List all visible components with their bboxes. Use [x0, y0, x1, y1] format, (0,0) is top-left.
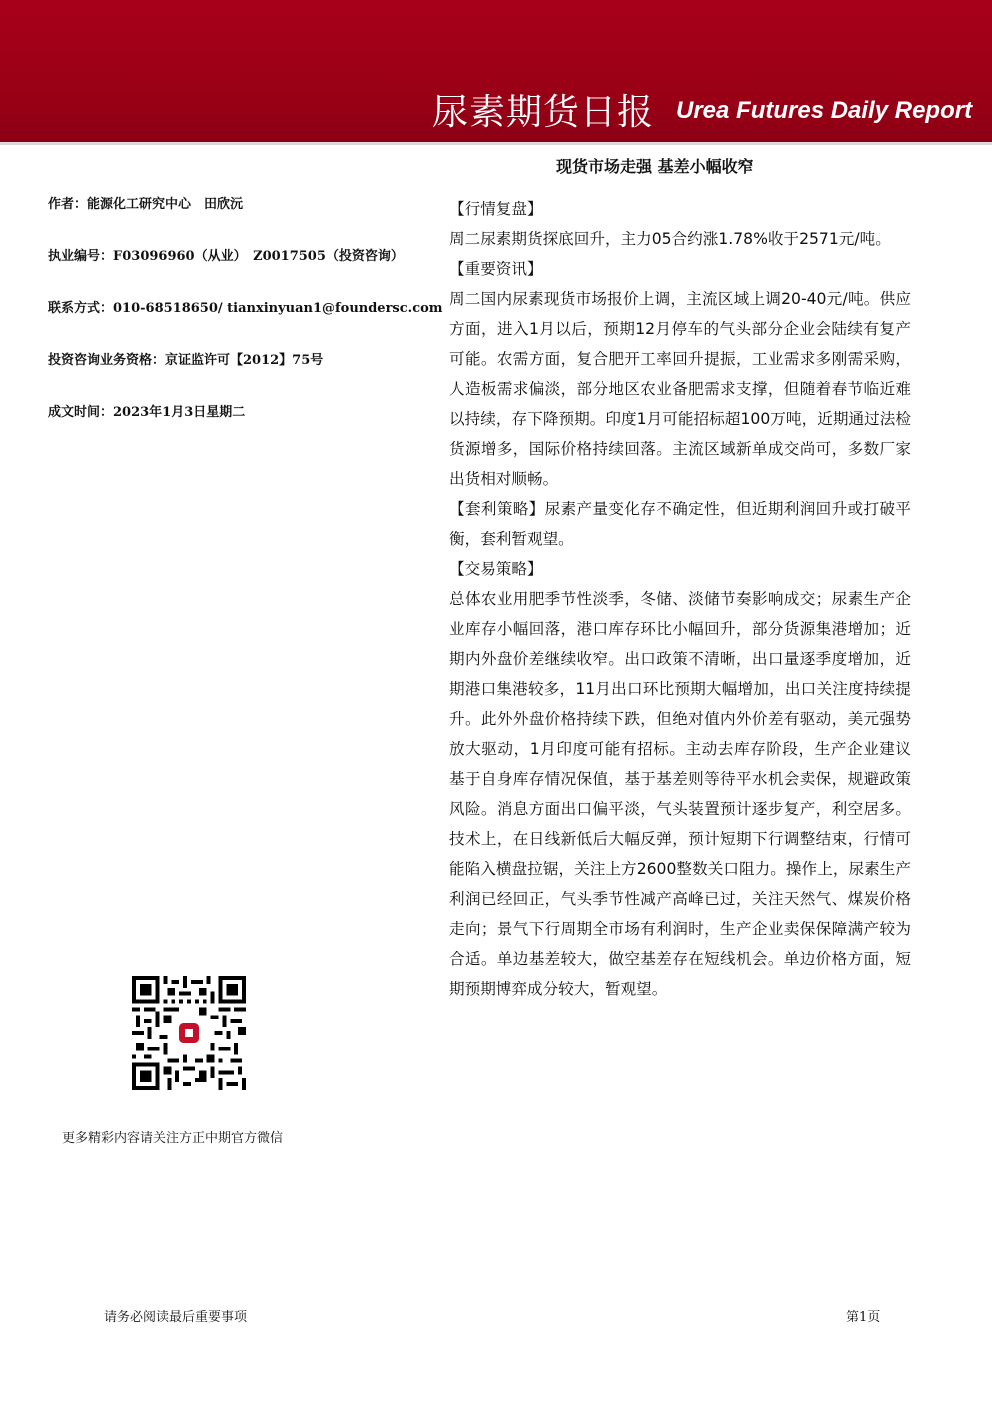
contact-line: 联系方式：010-68518650/ tianxinyuan1@foundersc.com	[48, 301, 443, 316]
report-title-cn: 尿素期货日报	[432, 92, 655, 133]
page-number: 第1页	[846, 1310, 881, 1325]
header-divider	[0, 142, 992, 145]
section-title-news: 【重要资讯】	[449, 260, 543, 278]
section-title-arbitrage: 【套利策略】	[449, 500, 545, 518]
qr-code-icon	[132, 976, 246, 1090]
date-line: 成文时间：2023年1月3日星期二	[48, 405, 246, 420]
section-text-trading: 总体农业用肥季节性淡季，冬储、淡储节奏影响成交；尿素生产企业库存小幅回落，港口库存环比小幅回升，部分货源集港增加；近期内外盘价差继续收窄。出口政策不清晰，出口量逐季度增加，近期港口集港较多，11月出口环比预期大幅增加，出口关注度持续提升。此外外盘价格持续下跌，但绝对值内外价差有驱动，美元强势放大驱动，1月印度可能有招标。主动去库存阶段，生产企业建议基于自身库存情况保值，基于基差则等待平水机会卖保，规避政策风险。消息方面出口偏平淡，气头装置预计逐步复产，利空居多。技术上，在日线新低后大幅反弹，预计短期下行调整结束，行情可能陷入横盘拉锯，关注上方2600整数关口阻力。操作上，尿素生产利润已经回正，气头季节性减产高峰已过，关注天然气、煤炭价格走向；景气下行周期全市场有利润时，生产企业卖保保障满产较为合适。单边基差较大，做空基差存在短线机会。单边价格方面，短期预期博弈成分较大，暂观望。	[449, 590, 911, 998]
section-text-news: 周二国内尿素现货市场报价上调，主流区域上调20-40元/吨。供应方面，进入1月以后，预期12月停车的气头部分企业会陆续有复产可能。农需方面，复合肥开工率回升提振，工业需求多刚需采购，人造板需求偏淡，部分地区农业备肥需求支撑，但随着春节临近难以持续，存下降预期。印度1月可能招标超100万吨，近期通过法检货源增多，国际价格持续回落。主流区域新单成交尚可，多数厂家出货相对顺畅。	[449, 290, 911, 488]
qr-caption: 更多精彩内容请关注方正中期官方微信	[62, 1131, 284, 1146]
section-arbitrage	[449, 494, 911, 554]
section-title-trading: 【交易策略】	[449, 560, 543, 578]
report-title-en: Urea Futures Daily Report	[676, 97, 973, 124]
section-text-arbitrage: 尿素产量变化存不确定性，但近期利润回升或打破平衡，套利暂观望。	[449, 500, 911, 548]
section-title-review: 【行情复盘】	[449, 200, 543, 218]
section-text-review: 周二尿素期货探底回升，主力05合约涨1.78%收于2571元/吨。	[449, 230, 891, 248]
footer-notice: 请务必阅读最后重要事项	[104, 1310, 248, 1325]
report-body	[449, 194, 911, 1004]
qualification-line: 投资咨询业务资格：京证监许可【2012】75号	[48, 353, 324, 368]
author-line: 作者：能源化工研究中心 田欣沅	[48, 197, 244, 212]
license-line: 执业编号：F03096960（从业） Z0017505（投资咨询）	[48, 249, 404, 264]
report-headline: 现货市场走强 基差小幅收窄	[556, 157, 754, 176]
